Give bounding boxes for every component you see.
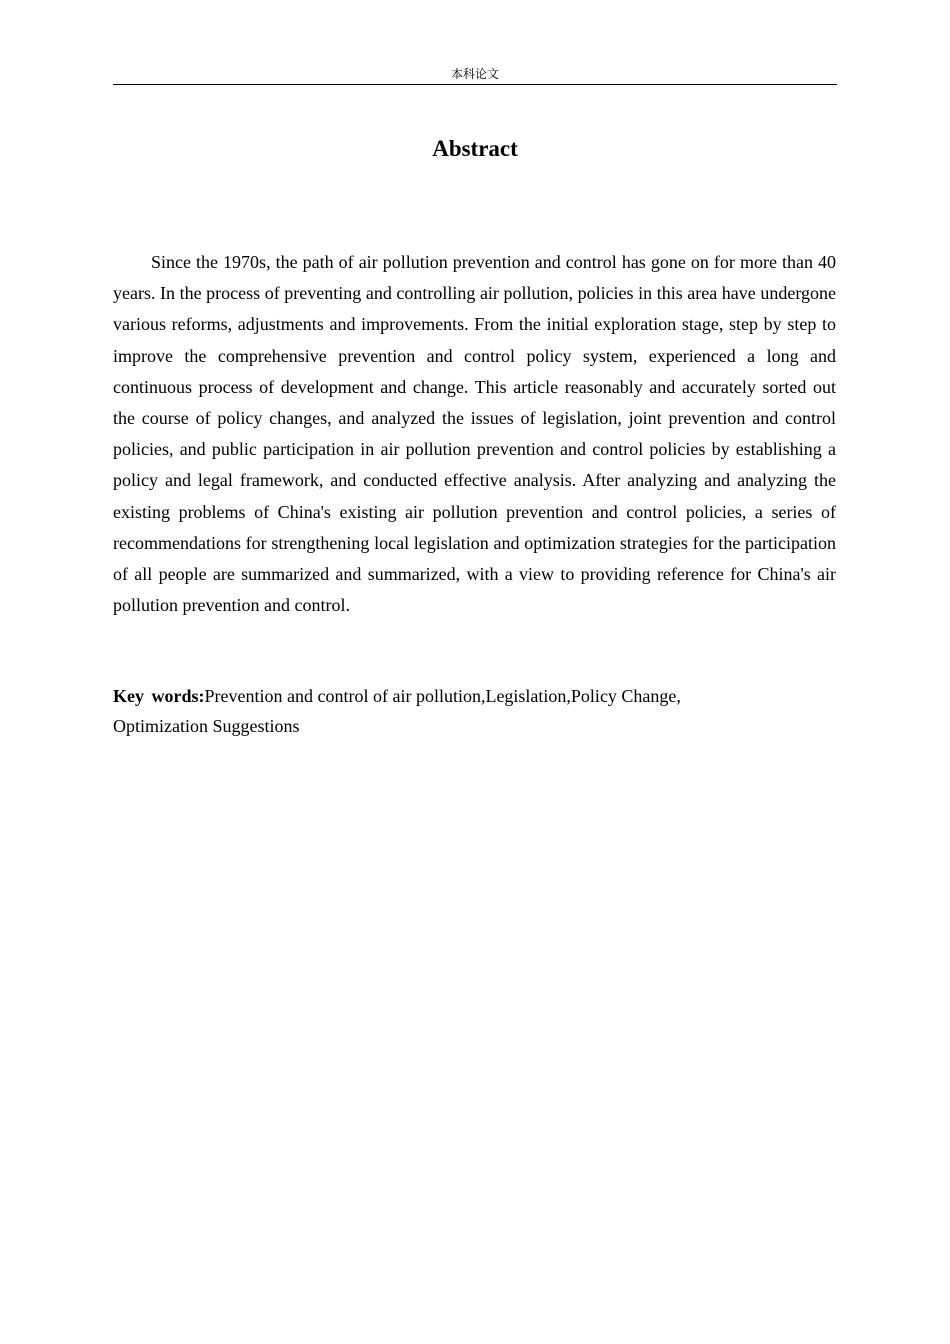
abstract-title: Abstract <box>432 136 518 161</box>
keywords-label: Key words: <box>113 686 205 706</box>
keywords-section <box>113 681 836 741</box>
keywords-list-continued: Optimization Suggestions <box>113 716 300 736</box>
abstract-paragraph: Since the 1970s, the path of air pollution prevention and control has gone on for more than 40 years. In the process of preventing and controlling air pollution, policies in this area have undergone various reforms, adjustments and improvements. From the initial exploration stage, step by step to improve the comprehensive prevention and control policy system, experienced a long and continuous process of development and change. This article reasonably and accurately sorted out the course of policy changes, and analyzed the issues of legislation, joint prevention and control policies, and public participation in air pollution prevention and control policies by establishing a policy and legal framework, and conducted effective analysis. After analyzing and analyzing the existing problems of China's existing air pollution prevention and control policies, a series of recommendations for strengthening local legislation and optimization strategies for the participation of all people are summarized and summarized, with a view to providing reference for China's air pollution prevention and control. <box>113 252 836 616</box>
keywords-list: Prevention and control of air pollution,Legislation,Policy Change, <box>204 686 681 706</box>
page-header: 本科论文 <box>113 64 837 85</box>
